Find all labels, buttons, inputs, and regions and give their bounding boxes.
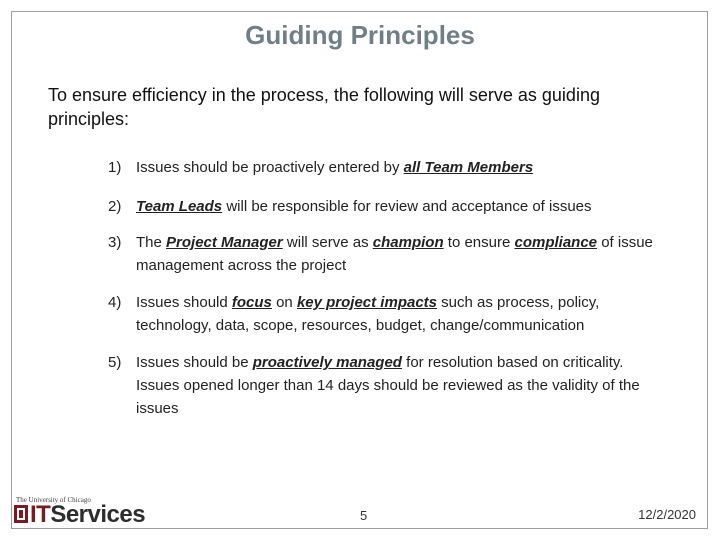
emphasis-text: champion: [372, 234, 444, 251]
item-text: such as process, policy, technology, data, scope, resources, budget, change/communication: [136, 294, 600, 334]
item-text: to ensure: [443, 234, 515, 251]
principle-item-5: [108, 351, 668, 420]
intro-text: To ensure efficiency in the process, the following will serve as guiding principles:: [48, 85, 600, 129]
item-text: will serve as: [282, 234, 373, 251]
item-number: 3): [108, 234, 122, 251]
principle-item-3: [108, 231, 668, 277]
item-number: 5): [108, 354, 122, 371]
emphasis-text: Project Manager: [166, 234, 283, 251]
item-text: Issues should be: [136, 354, 253, 371]
item-text: will be responsible for review and acceptance of issues: [222, 198, 592, 215]
itservices-logo: [12, 496, 182, 530]
item-text: Issues should: [136, 294, 232, 311]
item-text: of issue management across the project: [136, 234, 653, 274]
emphasis-text: Team Leads: [136, 198, 223, 215]
emphasis-text: compliance: [514, 234, 598, 251]
item-number: 1): [108, 159, 122, 176]
logo-it-text: IT: [30, 501, 51, 528]
university-shield-icon: [14, 505, 28, 523]
emphasis-text: key project impacts: [296, 294, 437, 311]
emphasis-text: focus: [231, 294, 272, 311]
principle-item-2: [108, 195, 668, 218]
principles-list: [108, 156, 668, 420]
logo-services-text: Services: [50, 501, 146, 528]
item-text: Issues should be proactively entered by: [136, 159, 404, 176]
emphasis-text: proactively managed: [252, 354, 402, 371]
item-text: The: [136, 234, 167, 251]
item-number: 4): [108, 294, 122, 311]
item-text: for resolution based on criticality. Issues opened longer than 14 days should be reviewed as the validity of the issues: [136, 354, 640, 417]
page-number: 5: [360, 508, 368, 523]
item-number: 2): [108, 198, 122, 215]
emphasis-text: all Team Members: [403, 159, 534, 176]
logo-university-text: The University of Chicago: [16, 496, 91, 504]
slide-date: 12/2/2020: [638, 507, 696, 522]
slide-title: Guiding Principles: [245, 20, 475, 50]
logo-wordmark: [30, 501, 145, 529]
principle-item-1: [108, 156, 668, 179]
item-text: on: [271, 294, 297, 311]
principle-item-4: [108, 291, 668, 337]
